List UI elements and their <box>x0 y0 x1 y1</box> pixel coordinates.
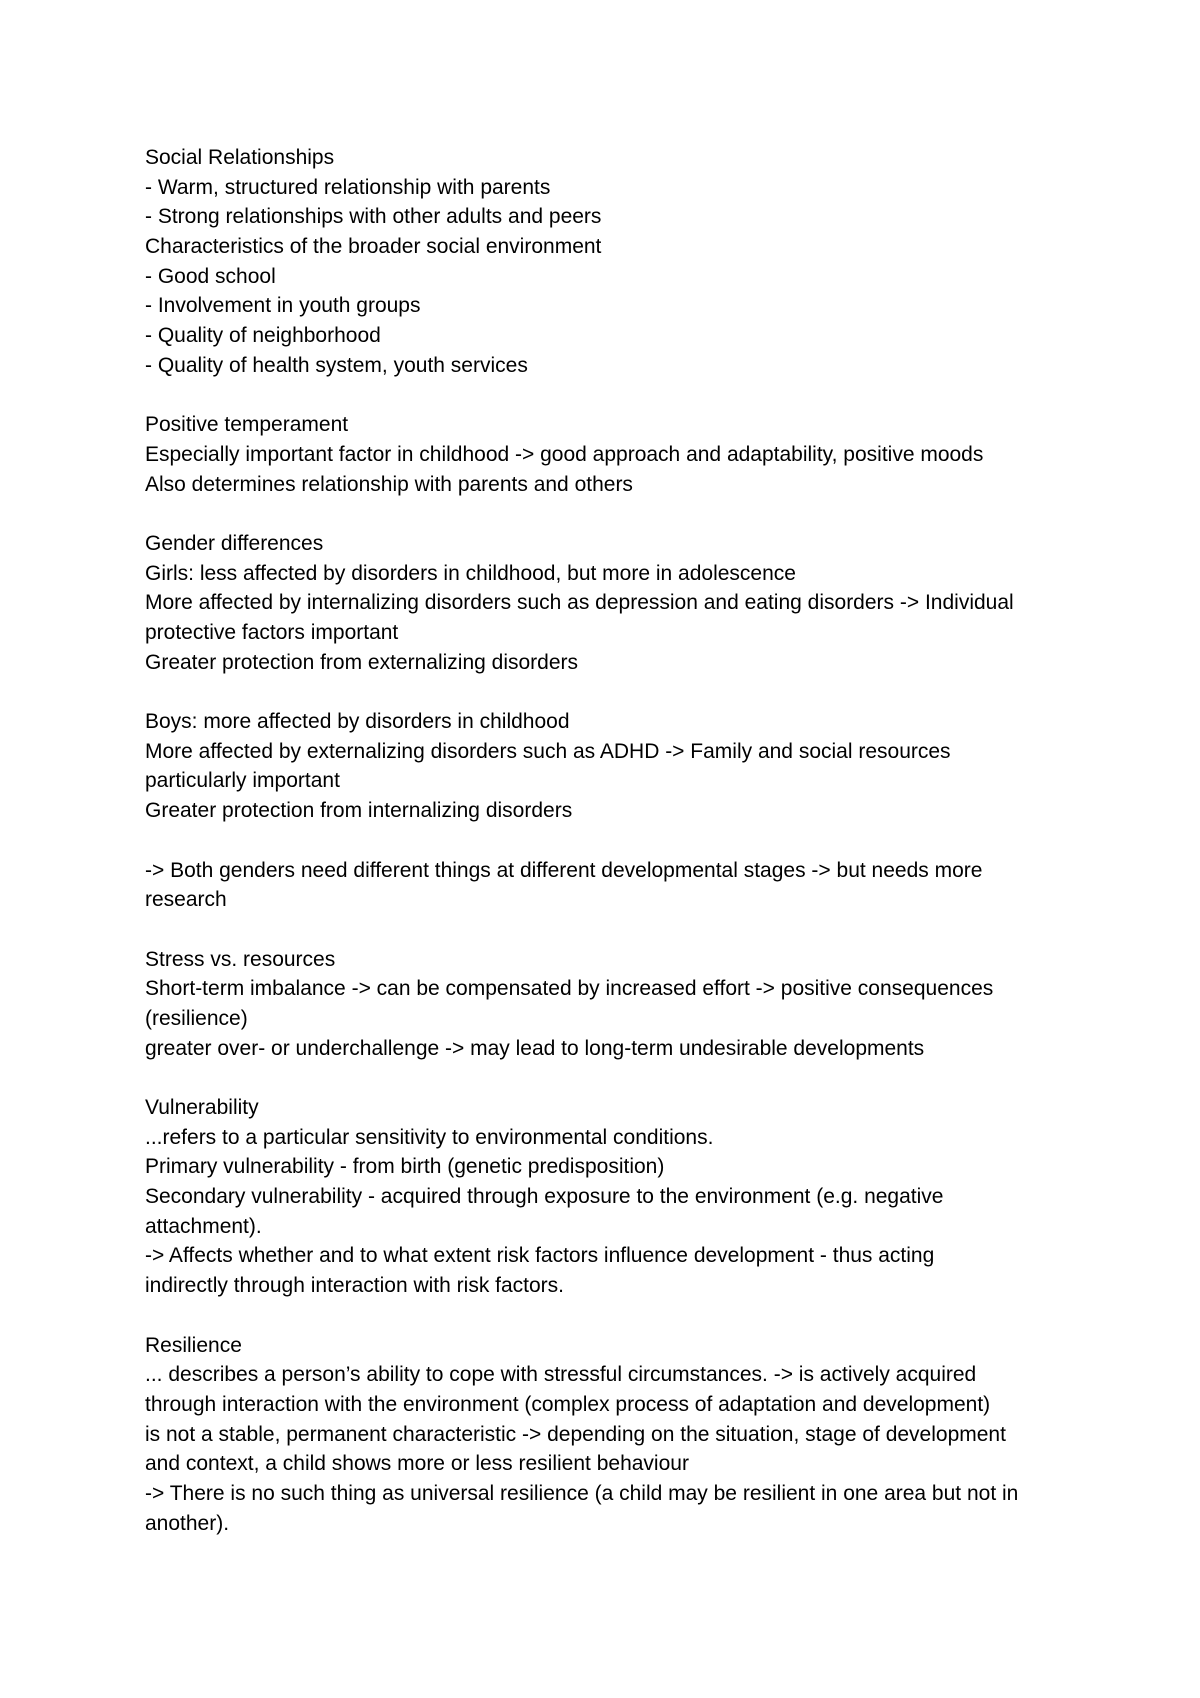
text-line: greater over- or underchallenge -> may lead to long-term undesirable developments <box>145 1036 925 1060</box>
text-section <box>145 410 1095 499</box>
section-gap <box>145 915 1095 945</box>
text-line: through interaction with the environment (complex process of adaptation and development) <box>145 1392 991 1416</box>
document-body <box>145 143 1095 1538</box>
text-line: is not a stable, permanent characteristic -> depending on the situation, stage of development <box>145 1422 1006 1446</box>
text-line: Short-term imbalance -> can be compensated by increased effort -> positive consequences <box>145 977 994 1001</box>
section-heading-line: Gender differences <box>145 531 324 555</box>
section-heading-line: -> Both genders need different things at different developmental stages -> but needs more <box>145 858 983 882</box>
text-section <box>145 1331 1095 1539</box>
text-line: particularly important <box>145 769 340 793</box>
section-heading-line: Stress vs. resources <box>145 947 336 971</box>
section-heading-line: Boys: more affected by disorders in childhood <box>145 710 570 734</box>
text-line: More affected by externalizing disorders such as ADHD -> Family and social resources <box>145 739 951 763</box>
section-gap <box>145 499 1095 529</box>
text-line: Especially important factor in childhood -> good approach and adaptability, positive moods <box>145 442 984 466</box>
section-heading-line: Positive temperament <box>145 413 349 437</box>
section-gap <box>145 1063 1095 1093</box>
text-line: - Quality of neighborhood <box>145 324 381 348</box>
text-line: Greater protection from internalizing disorders <box>145 799 573 823</box>
text-line: indirectly through interaction with risk factors. <box>145 1274 565 1298</box>
text-line: - Quality of health system, youth services <box>145 353 528 377</box>
text-line: another). <box>145 1511 230 1535</box>
section-gap <box>145 826 1095 856</box>
text-line: ... describes a person’s ability to cope with stressful circumstances. -> is actively acquired <box>145 1363 977 1387</box>
text-line: Primary vulnerability - from birth (genetic predisposition) <box>145 1155 665 1179</box>
text-section <box>145 143 1095 381</box>
text-line: and context, a child shows more or less resilient behaviour <box>145 1452 689 1476</box>
section-gap <box>145 381 1095 411</box>
text-line: More affected by internalizing disorders such as depression and eating disorders -> Individual <box>145 591 1014 615</box>
text-line: attachment). <box>145 1214 262 1238</box>
text-line: research <box>145 888 227 912</box>
text-section <box>145 945 1095 1064</box>
text-line: Greater protection from externalizing disorders <box>145 650 579 674</box>
text-line: - Strong relationships with other adults and peers <box>145 205 602 229</box>
text-line: (resilience) <box>145 1006 248 1030</box>
section-heading-line: Social Relationships <box>145 146 335 169</box>
text-section <box>145 856 1095 915</box>
text-line: - Involvement in youth groups <box>145 294 421 318</box>
text-section <box>145 529 1095 677</box>
text-line: ...refers to a particular sensitivity to environmental conditions. <box>145 1125 714 1149</box>
section-heading-line: Resilience <box>145 1333 242 1357</box>
text-line: Characteristics of the broader social environment <box>145 235 602 259</box>
section-heading-line: Vulnerability <box>145 1096 259 1119</box>
text-line: -> Affects whether and to what extent risk factors influence development - thus acting <box>145 1244 935 1268</box>
text-line: protective factors important <box>145 621 399 644</box>
text-section <box>145 1093 1095 1301</box>
text-line: Girls: less affected by disorders in childhood, but more in adolescence <box>145 561 796 585</box>
section-gap <box>145 677 1095 707</box>
text-line: - Good school <box>145 264 276 288</box>
text-section <box>145 707 1095 826</box>
text-line: -> There is no such thing as universal resilience (a child may be resilient in one area but not in <box>145 1481 1019 1505</box>
text-line: - Warm, structured relationship with parents <box>145 175 551 199</box>
text-line: Secondary vulnerability - acquired through exposure to the environment (e.g. negative <box>145 1185 944 1209</box>
section-gap <box>145 1301 1095 1331</box>
text-line: Also determines relationship with parents and others <box>145 472 633 496</box>
